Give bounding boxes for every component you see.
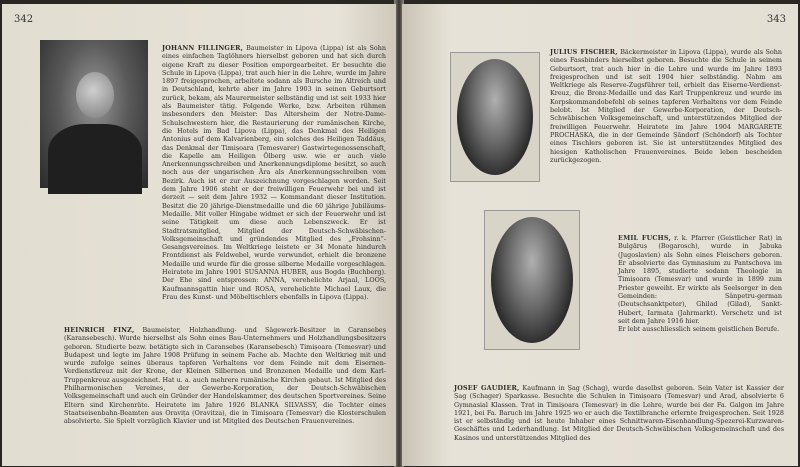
person-name: HEINRICH FINZ, — [64, 326, 135, 334]
person-name: JOSEF GAUDIER, — [454, 384, 520, 392]
right-page — [402, 4, 798, 466]
page-number: 343 — [766, 14, 786, 25]
portrait-photo-fuchs — [484, 210, 580, 350]
person-name: JULIUS FISCHER, — [550, 48, 618, 56]
biography-fuchs — [618, 234, 782, 368]
portrait-photo-fillinger — [40, 40, 148, 188]
left-page — [2, 4, 396, 466]
portrait-photo-fischer — [450, 52, 540, 182]
biography-closing: Er lebt ausschliesslich seinem geistlichen Berufe. — [618, 325, 780, 334]
biography-fischer — [550, 48, 782, 196]
person-name: EMIL FUCHS, — [618, 234, 671, 242]
biography-fillinger-intro — [162, 44, 386, 301]
biography-text: Bäckermeister in Lipova (Lippa), wurde als Sohn eines Fassbinders hierselbst geboren. Besuchte die Schule in seinem Geburtsort, trat auch hier in die Lehre und wurde im Jahre 1893 freigesprochen und ist seit 1904 hier selbständig. Nahm am Weltkriege als Reserve-Zugsführer teil, erhielt das Eiserne-Verdienst-Kreuz, die Bronz-Medaille und das Karl Truppenkreuz und wurde im Korpskommandobefehl ob seines tapferen Verhaltens vor dem Feinde belobt. Ist Mitglied der Gewerbe-Korporation, der Deutsch-Schwäbischen Volksgemeinschaft, und unterstützendes Mitglied der freiwilligen Feuerwehr. Heiratete im Jahre 1904 MARGARETE PROCHASKA, die in der Gemeinde Șăndorf (Schöndorf) als Tochter eines Tischlers geboren ist. Sie ist unterstützendes Mitglied des hiesigen Katholischen Frauenvereines. Beide leben bescheiden zurückgezogen. — [550, 48, 782, 164]
biography-text: Kaufmann in Șag (Schag), wurde daselbst geboren. Sein Vater ist Kassier der Șag (Schager) Sparkasse. Besuchte die Schulen in Timișoara (Temesvar) und Arad, absolvierte 6 Gymnasial Klassen. Trat in Timișoara (Temesvar) in die Lehre, wurde bei der Fa. Galgon im Jahre 1921, bei Fa. Baruch im Jahre 1925 wo er auch die Textilbranche erlernte freigesprochen. Seit 1928 ist er selbständig und ist heute Inhaber eines Schnittwaren-Eisenhandlung-Spezerei-Kurzwaren-Geschäftes und Lederhandlung. Ist Mitglied der Deutsch-Schwäbischen Volksgemeinschaft und des Kasinos und unterstützendes Mitglied des — [454, 384, 784, 442]
biography-text: Baumeister, Holzhandlung- und Sägewerk-Besitzer in Caransebeș (Karansebesch). Wurde hierselbst als Sohn eines Bau-Unternehmers und Holzhandlungsbesitzers geboren. Studierte bezw. betätigte sich in Caransebeș (Karansebesch) Timișoara (Temesvar) und Budapest und legte im Jahre 1908 Prüfung in seinem Fache ab. Machte den Weltkrieg mit und wurde zufolge seines überaus tapferen Verhaltens vor dem Feinde mit dem Eisernen-Verdienstkreuz mit der Krone, der Kleinen Silbernen und Bronzenen Medaille und dem Karl-Truppenkreuz ausgezeichnet. Hat u. a. auch mehrere rumänische Kirchen gebaut. Ist Mitglied des Philharmonischen Vereines, der Gewerbe-Korporation, der Deutsch-Schwäbischen Volksgemeinschaft und auch ein Gründer der Handelskammer, des deutschen Sportvereines. Seine Eltern sind Kirchenräte. Heiratete im Jahre 1926 BLANKA SILVASSY, die Tochter eines Staatseisenbahn-Beamten aus Oravița (Oravitza), die in Timișoara (Temesvar) die Klosterschulen absolvierte. Sie Spielt vorzüglich Klavier und ist Mitglied des Deutschen Frauenvereines. — [64, 326, 386, 426]
biography-text: r. k. Pfarrer (Geistlicher Rat) in Bulgăruș (Bogarosch), wurde in Jabuka (Jugoslavien) als Sohn eines Fleischers geboren. Er absolvierte das Gymnasium zu Pantschova im Jahre 1895, studierte sodann Theologie in Timișoara (Temesvar) und wurde in 1899 zum Priester geweiht. Er wirkte als Seelsorger in den Gemeinden: Sânpetru-german (Deutschsanktpeter), Ghilad (Gilad), Sankt-Hubert, Iarmata (Jahrmarkt). Verschetz und ist seit dem Jahre 1916 hier. — [618, 234, 782, 325]
biography-text: Baumeister in Lipova (Lippa) ist als Sohn eines einfachen Taglöhners hierselbst geboren und hat sich durch eigene Kraft zu dieser Position emporgearbeitet. Er besuchte die Schule in Lipova (Lippa), trat auch hier in die Lehre, wurde im Jahre 1897 freigesprochen, arbeitete sodann als Bursche im Altreich und in Deutschland, kehrte aber im Jahre 1903 in seinen Geburtsort zurück, bekam, als Maurermeister selbständig und ist seit 1933 hier als Baumeister tätig. Folgende Werke, bzw. Arbeiten rühmen insbesonders den Meister: Das Altersheim der Notre-Dame-Schulschwestern hier, die Restaurierung der rumänischen Kirche, die Hotels im Bad Lipova (Lippa), das Denkmal des Heiligen Antonius auf dem Kalvarienberg, ein solches des Heiligen Taddäus, das Denkmal der Timișoara (Temesvarer) Gastwirtegenossenschaft, die Kapelle am Heiligen Ölberg usw. wie er auch viele Anerkennungsschreiben und Anerkennungsdiplome besitzt, so auch noch aus der ungarischen Ära als Anerkennungsschreiben vom Bezirk. Auch ist er zur Auszeichnung vorgeschlagen worden. Seit dem Jahre 1906 steht er der freiwilligen Feuerwehr bei und ist derzeit — seit dem Jahre 1932 — Kommandant dieser Institution. Besitzt die 20 jährige-Dienstmedaille und die 60 jährige Jubiläums-Medaille. Mit voller Hingabe widmet er sich der Feuerwehr und ist seine Tätigkeit um diese auch Lebenszweck. Er ist Stadtratsmitglied, Mitglied der Deutsch-Schwäbischen-Volksgemeinschaft und gründendes Mitglied des „Frohsinn“-Gesangsvereines. Im Weltkriege leistete er 34 Monate hindurch Frontdienst als Feldwebel, wurde verwundet, erhielt die bronzene Medaille und wurde für die grosse silberne Medaille vorgeschlagen. Heiratete im Jahre 1901 SUSANNA HUBER, aus Bogda (Buchberg). Der Ehe sind entsprossen: ANNA, verehelichte Arjaal, LOOS, Kaufmannsgattin hier und ROSA, verehelichte Michael Laux, die Frau des Kunst- und Möbeltischlers ebenfalls in Lipova (Lippa). — [162, 44, 386, 301]
biography-finz — [64, 326, 386, 460]
page-number: 342 — [14, 14, 34, 25]
biography-gaudier — [454, 384, 784, 464]
person-name: JOHANN FILLINGER, — [162, 44, 244, 52]
